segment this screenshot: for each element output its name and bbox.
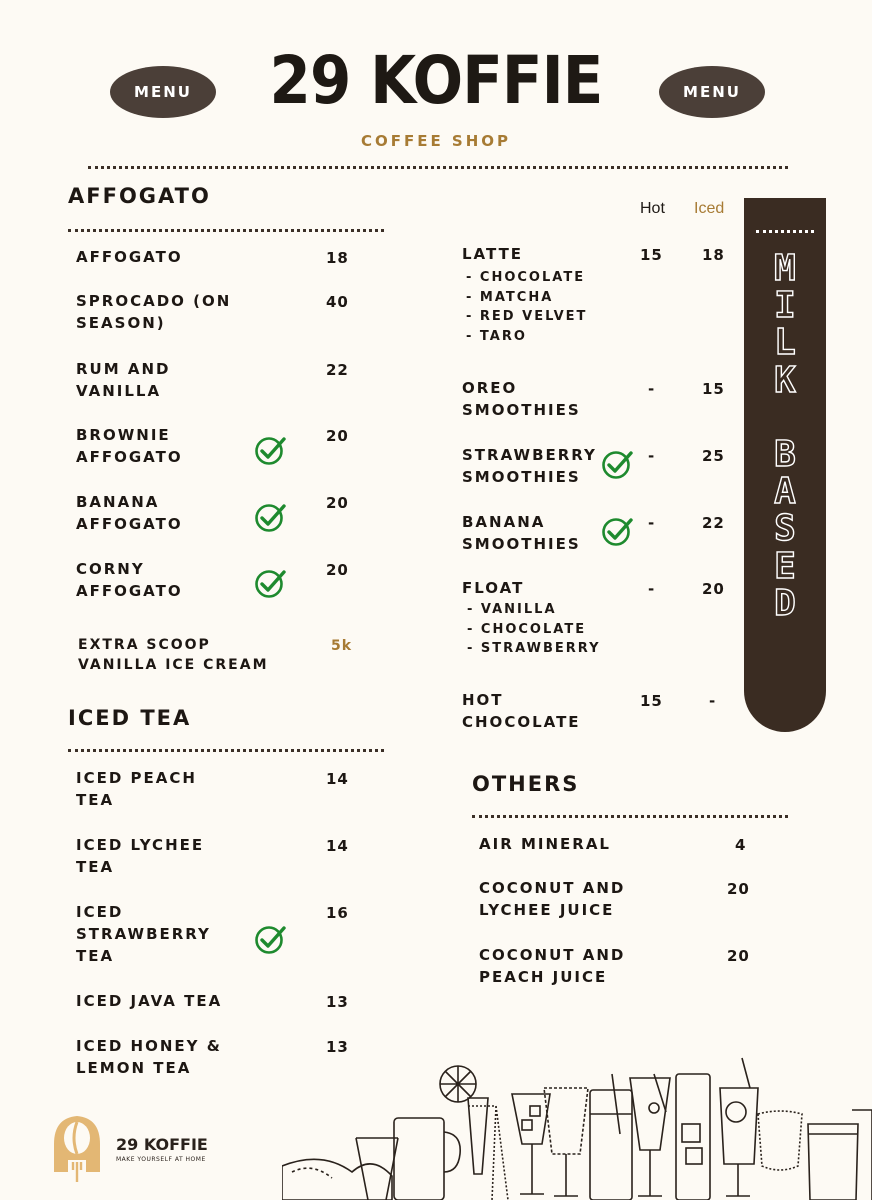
column-header-hot: Hot [640, 200, 665, 217]
drinks-illustration [282, 1054, 872, 1200]
menu-item-price: 14 [326, 837, 349, 855]
extra-scoop-label: EXTRA SCOOP VANILLA ICE CREAM [78, 637, 269, 673]
menu-item-name: ICED JAVA TEA [76, 992, 223, 1010]
option-item: - VANILLA [467, 602, 557, 617]
banner-letter: D [774, 582, 796, 624]
menu-item-name: ICED LYCHEE TEA [76, 836, 205, 876]
recommended-check-icon [254, 501, 286, 533]
menu-item-price-hot: 15 [640, 246, 663, 264]
menu-item-name: COCONUT AND PEACH JUICE [479, 946, 626, 986]
recommended-check-icon [254, 923, 286, 955]
menu-item-price: 13 [326, 993, 349, 1011]
extra-scoop-price: 5k [331, 638, 353, 654]
menu-item-price: 16 [326, 904, 349, 922]
shop-title: 29 KOFFIE [269, 42, 603, 119]
latte-options-list [466, 268, 587, 346]
menu-item-name: ICED HONEY & LEMON TEA [76, 1037, 222, 1077]
banner-letter: A [774, 471, 796, 513]
menu-item-price-hot: - [648, 380, 656, 398]
option-item: - RED VELVET [466, 309, 588, 324]
recommended-check-icon [254, 567, 286, 599]
menu-item-price-iced: 20 [702, 580, 725, 598]
menu-item-price-iced: 22 [702, 514, 725, 532]
banner-letter: M [774, 248, 796, 289]
menu-item-price: 20 [326, 561, 349, 579]
menu-item-price-hot: - [648, 447, 656, 465]
others-divider [472, 815, 788, 818]
menu-item-price: 14 [326, 770, 349, 788]
menu-item-name: COCONUT AND LYCHEE JUICE [479, 879, 626, 919]
brand-logo-icon [48, 1112, 106, 1184]
recommended-check-icon [601, 448, 633, 480]
banner-letter: E [774, 545, 796, 587]
menu-badge-left: MENU [110, 66, 216, 118]
header-divider [88, 166, 788, 169]
banner-letter-gap [744, 399, 826, 436]
menu-item-price-hot: - [648, 580, 656, 598]
menu-item-name: FLOAT [462, 579, 525, 597]
banner-letter: K [774, 359, 796, 401]
recommended-check-icon [254, 434, 286, 466]
banner-letter: L [774, 322, 796, 364]
menu-item-price: 40 [326, 293, 349, 311]
affogato-divider [68, 229, 384, 232]
section-heading-affogato: AFFOGATO [68, 184, 211, 208]
recommended-check-icon [601, 515, 633, 547]
menu-item-price: 20 [326, 427, 349, 445]
banner-letter: S [774, 508, 796, 550]
menu-item-name: BANANA AFFOGATO [76, 493, 183, 533]
footer-brand-name: 29 KOFFIE [116, 1135, 208, 1154]
column-header-iced: Iced [694, 200, 725, 217]
menu-item-price-iced: - [709, 692, 717, 710]
menu-item-name: RUM AND VANILLA [76, 360, 171, 400]
menu-item-name: BROWNIE AFFOGATO [76, 426, 183, 466]
menu-badge-right: MENU [659, 66, 765, 118]
menu-item-price-iced: 25 [702, 447, 725, 465]
section-heading-iced-tea: ICED TEA [68, 706, 192, 730]
menu-item-price: 20 [326, 494, 349, 512]
menu-item-price: 4 [735, 836, 747, 854]
banner-divider [756, 230, 814, 233]
menu-item-name: HOT CHOCOLATE [462, 691, 581, 731]
option-item: - CHOCOLATE [466, 270, 586, 285]
menu-item-name: CORNY AFFOGATO [76, 560, 183, 600]
milk-based-banner [744, 198, 826, 732]
menu-item-name: BANANA SMOOTHIES [462, 513, 581, 553]
menu-item-price-hot: 15 [640, 692, 663, 710]
menu-item-name: AFFOGATO [76, 248, 183, 266]
iced-tea-divider [68, 749, 384, 752]
menu-item-name: LATTE [462, 245, 524, 263]
menu-item-price: 13 [326, 1038, 349, 1056]
menu-item-price: 18 [326, 249, 349, 267]
banner-label [744, 250, 826, 622]
footer-tagline: MAKE YOURSELF AT HOME [116, 1156, 206, 1163]
section-heading-others: OTHERS [472, 772, 580, 796]
shop-subtitle: COFFEE SHOP [360, 132, 512, 150]
menu-item-name: OREO SMOOTHIES [462, 379, 581, 419]
menu-item-name: SPROCADO (ON SEASON) [76, 292, 232, 332]
menu-item-price: 20 [727, 880, 750, 898]
option-item: - CHOCOLATE [467, 621, 587, 637]
menu-item-price: 22 [326, 361, 349, 379]
option-item: - MATCHA [466, 289, 554, 305]
option-item: - STRAWBERRY [467, 641, 601, 656]
menu-item-name: AIR MINERAL [479, 835, 611, 853]
menu-item-name: STRAWBERRY SMOOTHIES [462, 446, 597, 486]
banner-letter: B [774, 434, 796, 475]
float-options-list [467, 600, 601, 659]
menu-item-price-iced: 15 [702, 380, 725, 398]
menu-item-price: 20 [727, 947, 750, 965]
menu-item-name: ICED STRAWBERRY TEA [76, 903, 211, 965]
banner-letter: I [774, 285, 796, 327]
menu-item-price-iced: 18 [702, 246, 725, 264]
option-item: - TARO [466, 328, 527, 344]
menu-item-name: ICED PEACH TEA [76, 769, 197, 809]
menu-item-price-hot: - [648, 514, 656, 532]
